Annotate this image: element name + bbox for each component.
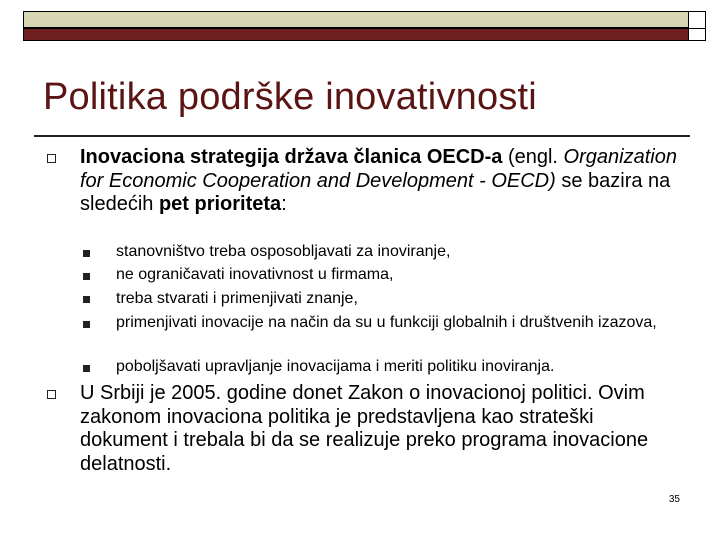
bullet-oecd-strategy bbox=[80, 146, 680, 217]
sub-item: stanovništvo treba osposobljavati za inoviranje, bbox=[116, 243, 451, 260]
bullet-oecd-bold-priorities: pet prioriteta bbox=[158, 193, 282, 215]
square-bullet-icon bbox=[83, 250, 90, 257]
title-divider bbox=[34, 135, 690, 137]
header-corner-square-lower bbox=[688, 28, 706, 41]
bullet-oecd-bold-lead: Inovaciona strategija država članica OECD-a bbox=[80, 146, 503, 168]
bullet-oecd-text-a: (engl. bbox=[502, 146, 564, 168]
sub-item: treba stvarati i primenjivati znanje, bbox=[116, 290, 358, 307]
header-accent-bar bbox=[23, 28, 706, 41]
sub-item: poboljšavati upravljanje inovacijama i meriti politiku inoviranja. bbox=[116, 358, 555, 375]
square-bullet-icon bbox=[83, 321, 90, 328]
square-bullet-icon bbox=[83, 365, 90, 372]
bullet-oecd-italic: Organization for Economic Cooperation and Development - OECD) bbox=[80, 146, 677, 192]
bullet-oecd-text-c: : bbox=[281, 193, 287, 215]
slide-number: 35 bbox=[668, 494, 680, 505]
header-bar bbox=[23, 11, 689, 28]
bullet-serbia-law: U Srbiji je 2005. godine donet Zakon o inovacionoj politici. Ovim zakonom inovaciona politika je predstavljena kao strateški dokument i trebala bi da se realizuje preko programa inovacione delatnosti. bbox=[80, 382, 649, 475]
square-bullet-icon bbox=[83, 273, 90, 280]
square-bullet-icon bbox=[83, 296, 90, 303]
sub-item: primenjivati inovacije na način da su u funkciji globalnih i društvenih izazova, bbox=[116, 314, 657, 331]
slide-title: Politika podrške inovativnosti bbox=[43, 76, 537, 118]
hollow-square-bullet-icon bbox=[47, 154, 56, 163]
bullet-oecd-text-b: se bazira na sledećih bbox=[80, 169, 671, 215]
hollow-square-bullet-icon bbox=[47, 390, 56, 399]
header-corner-square bbox=[688, 11, 706, 29]
sub-item: ne ograničavati inovativnost u firmama, bbox=[116, 266, 394, 283]
